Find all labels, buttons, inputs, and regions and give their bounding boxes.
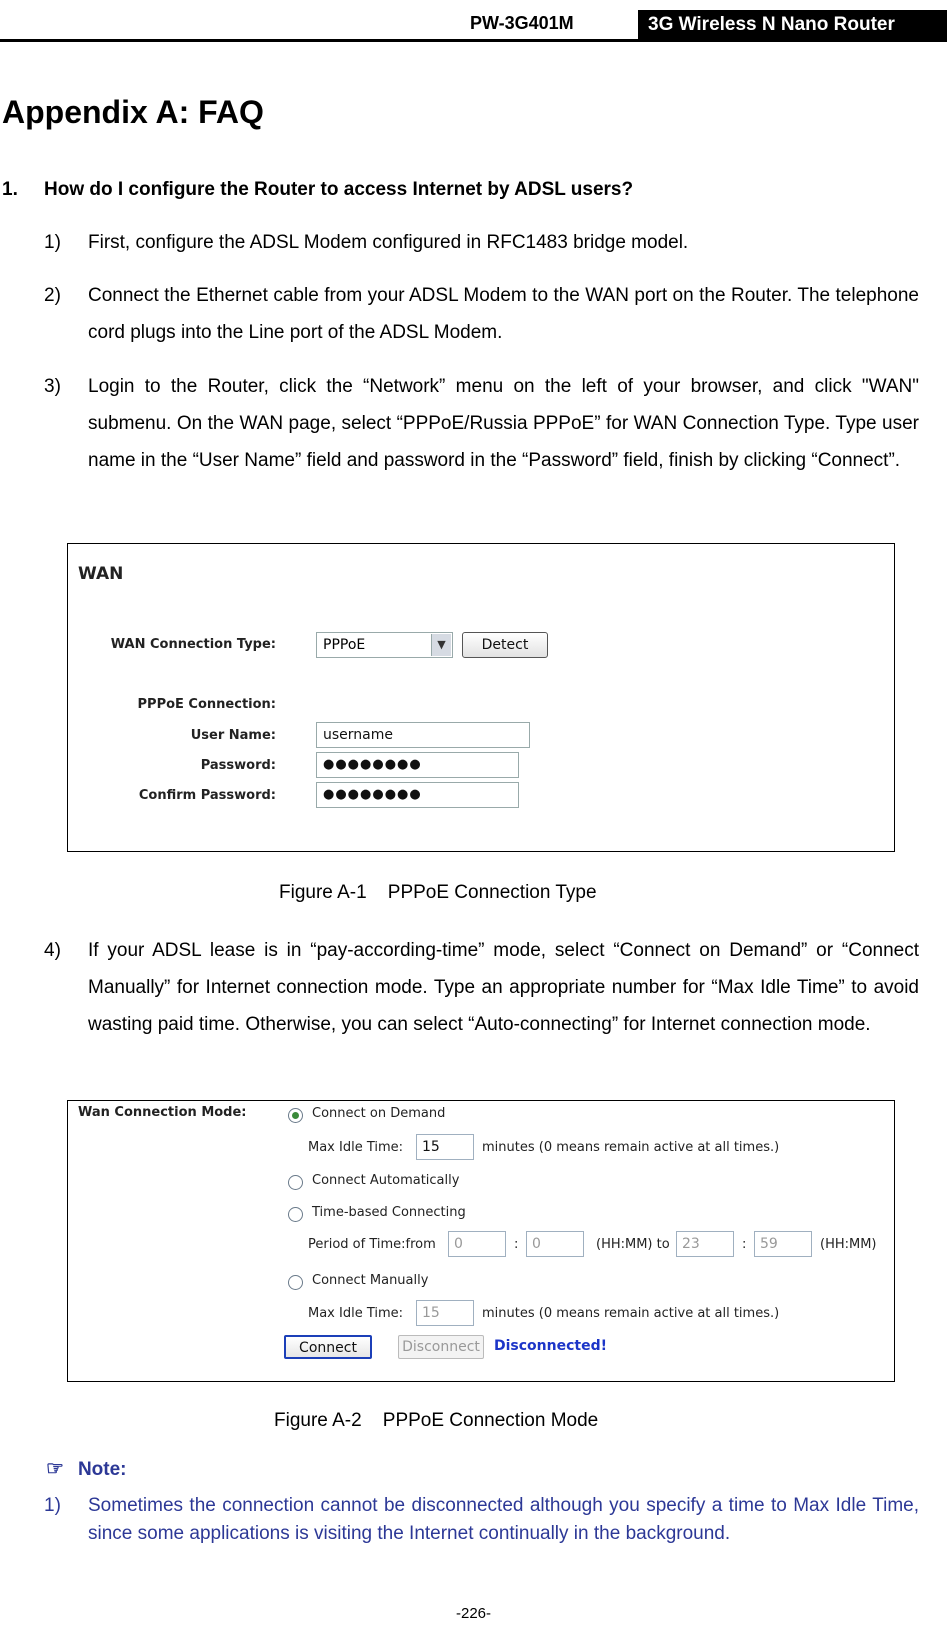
conn-type-label: WAN Connection Type: (110, 637, 276, 652)
note-text: Sometimes the connection cannot be disconnected although you specify a time to Max Idle Time, since some applications is visiting the Internet continually in the background. (88, 1495, 919, 1544)
step-text: If your ADSL lease is in “pay-according-time” mode, select “Connect on Demand” or “Connect Manually” for Internet connection mode. Type an appropriate number for “Max Idle Time” to avoid wasting paid time. Otherwise, you can select “Auto-connecting” for Internet connection mode. (88, 940, 919, 1035)
radio-time-based[interactable] (288, 1207, 303, 1222)
chevron-down-icon: ▼ (431, 634, 451, 656)
connect-button[interactable]: Connect (284, 1335, 372, 1359)
page-number: -226- (455, 1605, 492, 1622)
step-number: 1) (44, 232, 61, 253)
step-number: 4) (44, 940, 61, 961)
wan-heading: WAN (78, 564, 124, 584)
opt-demand-label: Connect on Demand (312, 1106, 446, 1121)
opt-time-label: Time-based Connecting (312, 1205, 466, 1220)
to-hour-input[interactable]: 23 (676, 1231, 734, 1257)
from-minute-input[interactable]: 0 (526, 1231, 584, 1257)
colon-2: : (742, 1237, 747, 1252)
to-minute-input[interactable]: 59 (754, 1231, 812, 1257)
opt-auto-label: Connect Automatically (312, 1173, 460, 1188)
question-number: 1. (2, 179, 18, 200)
question-text: How do I configure the Router to access Internet by ADSL users? (44, 179, 634, 200)
note-item (44, 1492, 919, 1548)
radio-selected-dot (292, 1112, 299, 1119)
step-2 (44, 277, 919, 351)
confirm-password-label: Confirm Password: (138, 788, 276, 803)
mode-label: Wan Connection Mode: (78, 1105, 247, 1120)
figure-2-caption: Figure A-2 PPPoE Connection Mode (274, 1410, 599, 1431)
radio-connect-automatically[interactable] (288, 1175, 303, 1190)
to-label: (HH:MM) to (596, 1237, 670, 1252)
header-product: 3G Wireless N Nano Router (638, 10, 947, 39)
figure-1-caption: Figure A-1 PPPoE Connection Type (279, 882, 597, 903)
step-1 (44, 224, 919, 261)
password-input[interactable]: ●●●●●●●● (316, 752, 519, 778)
username-label: User Name: (190, 728, 276, 743)
question-heading (2, 179, 633, 201)
detect-button[interactable]: Detect (462, 632, 548, 658)
step-4 (44, 932, 919, 1043)
page-title: Appendix A: FAQ (2, 94, 264, 130)
step-number: 2) (44, 285, 61, 306)
conn-type-value: PPPoE (323, 637, 366, 653)
opt-manual-label: Connect Manually (312, 1273, 429, 1288)
note-number: 1) (44, 1495, 61, 1516)
max-idle-label-2: Max Idle Time: (308, 1306, 404, 1321)
max-idle-input[interactable]: 15 (416, 1134, 474, 1160)
password-label: Password: (200, 758, 276, 773)
note-label: Note: (77, 1459, 127, 1480)
step-text: Connect the Ethernet cable from your ADSL Modem to the WAN port on the Router. The telephone cord plugs into the Line port of the ADSL Modem. (88, 285, 919, 343)
header-model: PW-3G401M (470, 13, 574, 33)
from-hour-input[interactable]: 0 (448, 1231, 506, 1257)
step-text: First, configure the ADSL Modem configured in RFC1483 bridge model. (88, 232, 689, 253)
header-rule (0, 39, 947, 42)
pointing-hand-icon: ☞ (46, 1458, 64, 1480)
conn-type-select[interactable] (316, 632, 453, 658)
figure-connection-mode (67, 1100, 895, 1382)
radio-connect-manually[interactable] (288, 1275, 303, 1290)
hhmm-label: (HH:MM) (820, 1237, 877, 1252)
max-idle-label: Max Idle Time: (308, 1140, 404, 1155)
max-idle-hint-2: minutes (0 means remain active at all times.) (482, 1306, 780, 1321)
confirm-password-input[interactable]: ●●●●●●●● (316, 782, 519, 808)
connection-status: Disconnected! (494, 1338, 607, 1354)
step-3 (44, 368, 919, 479)
max-idle-input-2[interactable]: 15 (416, 1300, 474, 1326)
radio-connect-on-demand[interactable] (288, 1108, 303, 1123)
username-input[interactable]: username (316, 722, 530, 748)
disconnect-button[interactable]: Disconnect (398, 1335, 484, 1359)
pppoe-connection-label: PPPoE Connection: (137, 697, 276, 712)
period-label: Period of Time:from (308, 1237, 436, 1252)
page-header (0, 10, 947, 42)
note-heading (46, 1456, 127, 1481)
figure-wan-settings (67, 543, 895, 852)
step-number: 3) (44, 376, 61, 397)
step-text: Login to the Router, click the “Network” menu on the left of your browser, and click "WAN" submenu. On the WAN page, select “PPPoE/Russia PPPoE” for WAN Connection Type. Type user name in the “User Name” field and password in the “Password” field, finish by clicking “Connect”. (88, 376, 919, 471)
colon-1: : (514, 1237, 519, 1252)
max-idle-hint: minutes (0 means remain active at all times.) (482, 1140, 780, 1155)
